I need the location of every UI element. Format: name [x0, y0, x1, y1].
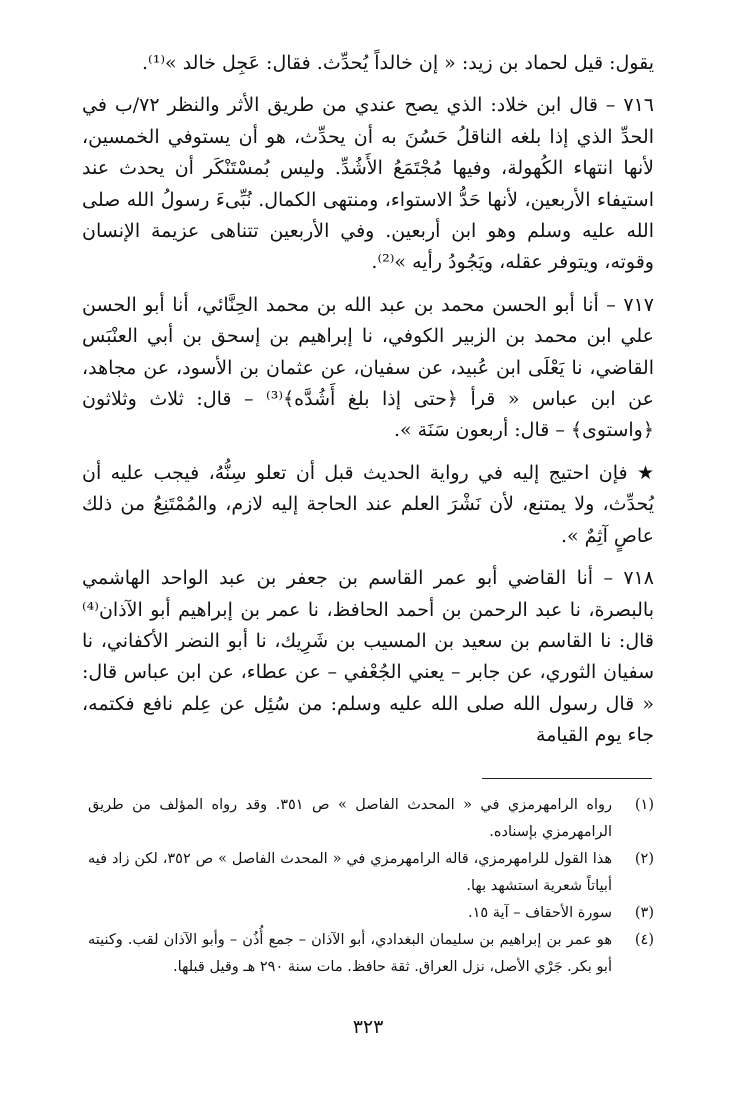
footnote-number: (٤) [634, 932, 654, 948]
footnotes [88, 792, 654, 981]
footnote-number: (٣) [634, 905, 654, 921]
paragraph-intro: يقول: قيل لحماد بن زيد: « إن خالداً يُحدِّث. فقال: عَجِل خالد »⁽¹⁾. [142, 52, 654, 74]
paragraph-716: ٧١٦ – قال ابن خلاد: الذي يصح عندي من طريق الأثر والنظر ٧٢/ب في الحدِّ الذي إذا بلغه الناقلُ حَسُنَ به أن يحدِّث، هو أن يستوفي الخمسين، لأنها انتهاء الكُهولة، وفيها مُجْتَمَعُ الأَشُدِّ. وليس بُمسْتَنْكَر أن يحدث عند استيفاء الأربعين، لأنها حَدُّ الاستواء، ومنتهى الكمال. نُبِّىءَ رسولُ الله صلى الله عليه وسلم وهو ابن أربعين. وفي الأربعين تتناهى عزيمة الإنسان وقوته، ويتوفر عقله، ويَجُودُ رأيه »⁽²⁾. [82, 94, 655, 274]
paragraph-718: ٧١٨ – أنا القاضي أبو عمر القاسم بن جعفر بن عبد الواحد الهاشمي بالبصرة، نا عبد الرحمن بن أحمد الحافظ، نا عمر بن إبراهيم أبو الآذان⁽⁴⁾ قال: نا القاسم بن سعيد بن المسيب بن شَرِيك، نا أبو النضر الأكفاني، نا سفيان الثوري، عن جابر – يعني الجُعْفي – عن عطاء، عن ابن عباس قال: « قال رسول الله صلى الله عليه وسلم: من سُئِل عن عِلم نافع فكتمه، جاء يوم القيامة [82, 567, 654, 747]
footnote-text: سورة الأحقاف – آية ١٥. [468, 905, 612, 921]
footnote-number: (٢) [634, 851, 654, 867]
main-text [82, 48, 654, 752]
paragraph-717: ٧١٧ – أنا أبو الحسن محمد بن عبد الله بن محمد الحِنَّائي، أنا أبو الحسن علي ابن محمد بن الزبير الكوفي، نا إبراهيم بن إسحق بن أبي العنْبَس القاضي، نا يَعْلَى ابن عُبيد، عن سفيان، عن عثمان بن الأسود، عن مجاهد، عن ابن عباس « قرأ ﴿حتى إذا بلغ أَشُدَّه﴾⁽³⁾ – قال: ثلاث وثلاثون ﴿واستوى﴾ – قال: أربعون سَنَة ». [82, 293, 654, 442]
footnote-text: هذا القول للرامهرمزي، قاله الرامهرمزي في « المحدث الفاصل » ص ٣٥٢، لكن زاد فيه أبياتاً شعرية استشهد بها. [88, 851, 612, 894]
footnote-number: (١) [634, 797, 654, 813]
footnote-1 [88, 792, 654, 846]
footnote-2 [88, 846, 654, 900]
footnote-4 [88, 927, 654, 981]
footnote-text: هو عمر بن إبراهيم بن سليمان البغدادي، أبو الآذان – جمع أُذُن – وأبو الآذان لقب. وكنيته أبو بكر. جَرْي الأصل، نزل العراق. ثقة حافظ. مات سنة ٢٩٠ هـ وقيل قبلها. [88, 932, 612, 975]
footnote-divider [482, 778, 652, 779]
footnote-3 [88, 900, 654, 927]
footnote-text: رواه الرامهرمزي في « المحدث الفاصل » ص ٣٥١. وقد رواه المؤلف من طريق الرامهرمزي بإسناده. [88, 797, 612, 840]
page-number: ٣٢٣ [352, 1016, 384, 1038]
paragraph-star: ★ فإن احتيج إليه في رواية الحديث قبل أن تعلو سِنُّهُ، فيجب عليه أن يُحدِّث، ولا يمتنع، لأن نَشْرَ العلم عند الحاجة إليه لازم، والمُمْتَنِعُ من ذلك عاصٍ آثِمٌ ». [82, 461, 654, 547]
